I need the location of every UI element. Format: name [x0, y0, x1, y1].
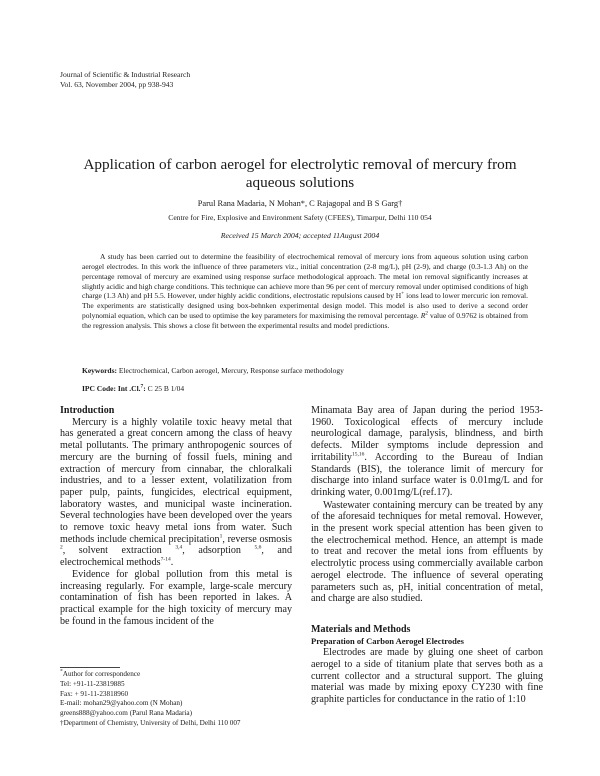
ipc-text: C 25 B 1/04	[145, 384, 185, 393]
abstract-part1: A study has been carried out to determine the feasibility of electrochemical removal of mercury ions from aqueous solution using carbon aerogel electrodes. In this work the influence of three parameters viz., initial concentration (2-8 mg/L), pH (2-9), and charge (0.3-1.3 Ah) on the percentage removal of mercury are examined using response surface methodological approach. The metal ion removal significantly increases at slightly acidic and high charge conditions. This technique can achieve more than 96 per cent of mercury removal under optimised conditions of high charge (1.3 Ah) and pH 5.5. However, under highly acidic conditions, electrostatic repulsions caused by H	[82, 252, 528, 301]
abstract	[82, 252, 528, 331]
intro-p1-text: , and electrochemical methods	[60, 545, 293, 569]
left-column	[60, 405, 292, 627]
intro-paragraph-1	[60, 417, 292, 569]
received-dates: Received 15 March 2004; accepted 11August 2004	[220, 231, 380, 240]
footnote-divider	[60, 667, 120, 668]
ipc-colon: :	[143, 384, 146, 393]
abstract-part2: ions lead to lower mercuric ion removal. The experiments are statistically designed using box-behnken experimental design model. This model is also used to derive a second order polynomial equation, which can be used to optimise the key parameters for maximising the removal percentage.	[82, 291, 528, 321]
intro-paragraph-4: Wastewater containing mercury can be treated by any of the aforesaid techniques for metal removal. However, in the present work special attention has been given to the electrochemical method. Hence, an attempt is made to treat and recover the metal ions from effluents by electrolytic process using commercially available carbon aerogel electrode. The influence of several operating parameters such as, pH, initial concentration of metal, and charge are also studied.	[311, 499, 543, 605]
subsection-heading-electrodes: Preparation of Carbon Aerogel Electrodes	[311, 635, 464, 646]
citation-sup: 7-14	[160, 556, 171, 563]
ipc-label: IPC Code: Int .Cl.	[82, 384, 141, 393]
footnote-text: Author for correspondence	[62, 670, 141, 678]
footnote-email-2: greens888@yahoo.com (Parul Rana Madaria)	[60, 709, 192, 718]
footnote-mark: *	[60, 668, 63, 675]
intro-p1-text: .	[170, 557, 174, 569]
journal-volume: Vol. 63, November 2004, pp 938-943	[60, 80, 174, 89]
footnote-correspondence	[60, 670, 292, 680]
footnote-department: †Department of Chemistry, University of Delhi, Delhi 110 007	[60, 718, 241, 727]
intro-p1-text: Mercury is a highly volatile toxic heavy metal that has generated a great concern among the class of heavy metal pollutants. The primary anthropogenic sources of mercury are the burning of fossil fuels, mining and extraction of mercury from cinnabar, the chloralkali industries, and to a lesser extent, volatilization from paper pulp, paints, fungicides, electrical equipment, laboratory wastes, and municipal waste incineration. Several technologies have been developed over the years to remove toxic heavy metal ions from water. Such methods include chemical precipitation	[60, 416, 292, 545]
footnote-fax: Fax: + 91-11-23818960	[60, 689, 129, 698]
citation-sup: 3,4	[175, 545, 183, 552]
abstract-sup-r: 2	[425, 310, 429, 317]
footnote-tel: Tel: +91-11-23819885	[60, 679, 125, 688]
intro-p3-text: . According to the Bureau of Indian Standards (BIS), the tolerance limit of mercury for discharge into inland surface water is 0.01mg/L and for drinking water, 0.001mg/L(ref.17).	[311, 451, 543, 498]
intro-p1-text: , reverse osmosis	[222, 533, 292, 545]
right-column	[311, 405, 543, 706]
abstract-r-symbol: R	[420, 311, 426, 321]
footnotes	[60, 667, 292, 729]
section-heading-materials: Materials and Methods	[311, 623, 411, 635]
citation-sup: 1	[219, 533, 223, 540]
methods-paragraph-1: Electrodes are made by gluing one sheet of carbon aerogel to a side of titanium plate that serves both as a current collector and a structural support. The gluing material was made by mixing epoxy CY230 with fine graphite particles for conductance in the ratio of 1:10	[311, 647, 543, 706]
journal-name: Journal of Scientific & Industrial Research	[60, 70, 191, 79]
intro-paragraph-3	[311, 405, 543, 499]
author-list: Parul Rana Madaria, N Mohan*, C Rajagopal and B S Garg†	[197, 199, 403, 208]
abstract-part3: value of 0.9762 is obtained from the regression analysis. This shows a close fit between the experimental results and model predictions.	[82, 311, 528, 330]
abstract-sup-h: +	[401, 290, 405, 297]
section-heading-introduction: Introduction	[60, 405, 115, 416]
affiliation: Centre for Fire, Explosive and Environment Safety (CFEES), Timarpur, Delhi 110 054	[168, 213, 432, 222]
intro-p1-text: , solvent extraction	[62, 545, 176, 557]
ipc-code	[82, 384, 528, 393]
intro-paragraph-2: Evidence for global pollution from this metal is increasing regularly. For example, large-scale mercury contamination of fish has been reported in lakes. A practical example for the high toxicity of mercury may be found in the famous incident of the	[60, 568, 292, 627]
citation-sup: 15,16	[351, 451, 365, 458]
abstract-text	[82, 252, 528, 331]
keywords-label: Keywords:	[82, 366, 117, 375]
paper-title: Application of carbon aerogel for electrolytic removal of mercury from aqueous solutions	[83, 156, 517, 191]
keywords	[82, 366, 528, 375]
footnote-email-1: E-mail: mohan29@yahoo.com (N Mohan)	[60, 699, 183, 708]
citation-sup: 2	[60, 545, 63, 552]
intro-p1-text: , adsorption	[182, 545, 255, 557]
ipc-sup: 7	[140, 383, 144, 390]
citation-sup: 5,6	[254, 545, 262, 552]
intro-p3-text: Minamata Bay area of Japan during the period 1953-1960. Toxicological effects of mercury include neurological damage, paralysis, blindness, and birth defects. Milder symptoms include depression and irritability	[311, 405, 543, 463]
keywords-text: Electrochemical, Carbon aerogel, Mercury, Response surface methodology	[117, 366, 344, 375]
journal-header	[60, 70, 190, 90]
